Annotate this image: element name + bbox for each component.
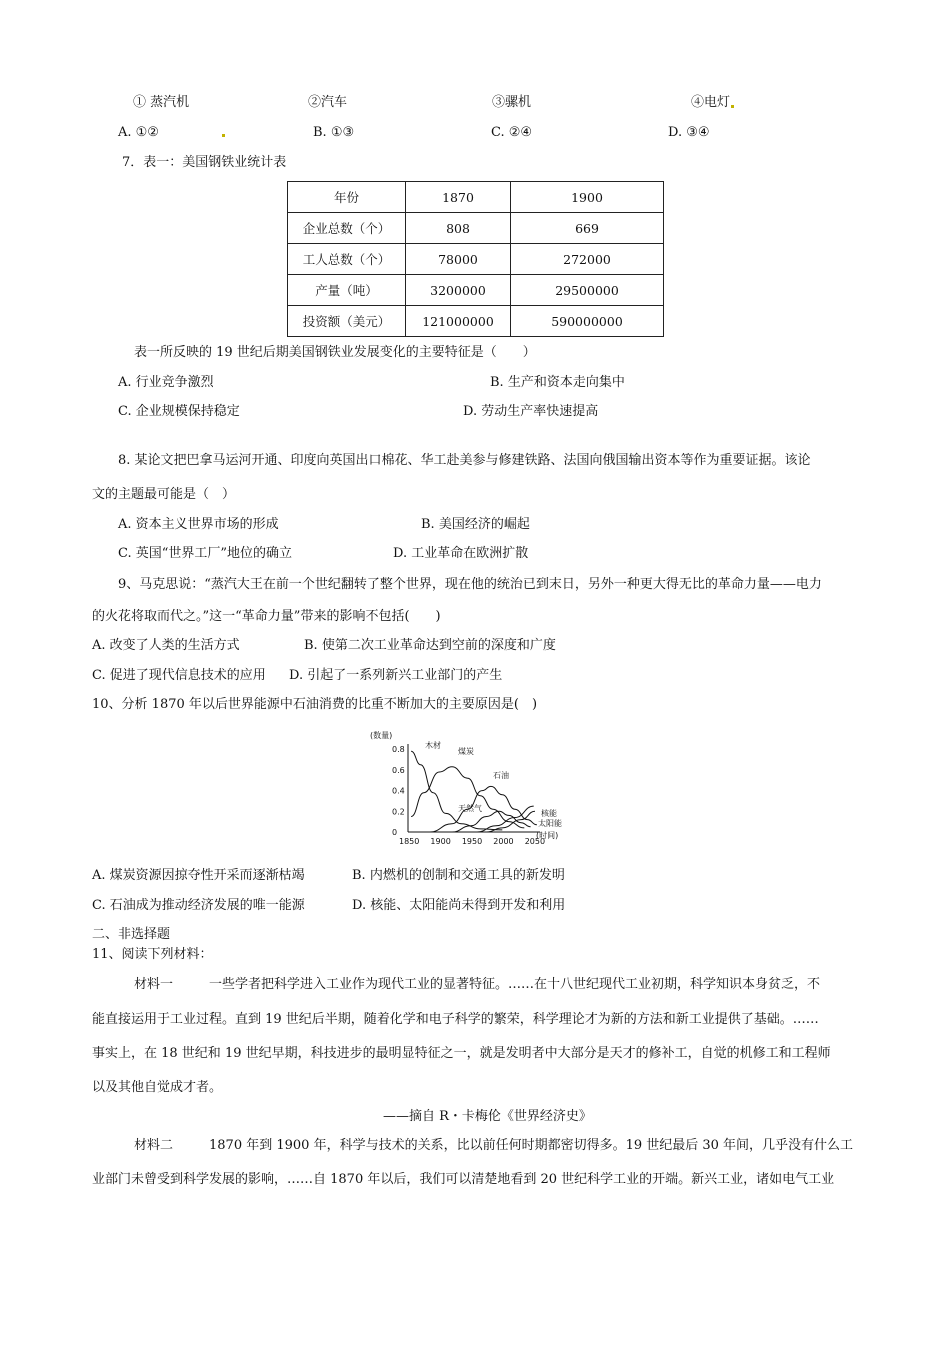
series-label-nuclear: 核能 (541, 809, 557, 818)
table-row (288, 213, 664, 244)
q9-stem-line2: 的火花将取而代之。”这一“革命力量”带来的影响不包括( ) (92, 609, 441, 624)
q6-option-a[interactable]: A. ①② (118, 125, 159, 140)
section-heading: 二、非选择题 (92, 927, 171, 942)
q9-option-b[interactable]: B. 使第二次工业革命达到空前的深度和广度 (304, 638, 556, 653)
series-line (411, 751, 502, 830)
q8-option-c[interactable]: C. 英国“世界工厂”地位的确立 (118, 546, 293, 561)
q9-option-c[interactable]: C. 促进了现代信息技术的应用 (92, 668, 266, 683)
q8-option-a[interactable]: A. 资本主义世界市场的形成 (118, 517, 279, 532)
steel-stats-table (287, 181, 664, 337)
table-cell: 669 (511, 213, 664, 244)
q9-stem-line1: 9、马克思说：“蒸汽大王在前一个世纪翻转了整个世界，现在他的统治已到末日，另外一种更大得无比的革命力量——电力 (118, 577, 822, 592)
q8-stem-line1: 8. 某论文把巴拿马运河开通、印度向英国出口棉花、华工赴美参与修建铁路、法国向俄国输出资本等作为重要证据。该论 (118, 453, 811, 468)
q7-option-c[interactable]: C. 企业规模保持稳定 (118, 404, 240, 419)
q7-option-d[interactable]: D. 劳动生产率快速提高 (463, 404, 599, 419)
table-cell: 272000 (511, 244, 664, 275)
q10-option-b[interactable]: B. 内燃机的创制和交通工具的新发明 (352, 868, 565, 883)
series-label-oil: 石油 (493, 771, 509, 780)
series-line (452, 811, 531, 832)
q8-option-b[interactable]: B. 美国经济的崛起 (421, 517, 530, 532)
q6-option-c[interactable]: C. ②④ (491, 125, 533, 140)
y-tick-label: 0.4 (392, 786, 405, 796)
material-2-line2: 业部门未曾受到科学发展的影响，……自 1870 年以后，我们可以清楚地看到 20 世纪科学工业的开端。新兴工业，诸如电气工业 (92, 1172, 835, 1187)
series-label-coal: 煤炭 (458, 747, 474, 756)
x-tick-label: 1900 (430, 837, 451, 846)
table-cell: 808 (406, 213, 511, 244)
q11-stem: 11、阅读下列材料： (92, 947, 213, 962)
table-cell: 590000000 (511, 306, 664, 337)
q10-option-a[interactable]: A. 煤炭资源因掠夺性开采而逐渐枯竭 (92, 868, 305, 883)
q7-title: 7．表一：美国钢铁业统计表 (122, 155, 287, 170)
q7-option-b[interactable]: B. 生产和资本走向集中 (490, 375, 625, 390)
table-cell: 78000 (406, 244, 511, 275)
material-1-label: 材料一 (134, 977, 174, 992)
series-line (430, 786, 537, 832)
material-1-source: ——摘自 R・卡梅伦《世界经济史》 (383, 1109, 592, 1124)
table-cell: 3200000 (406, 275, 511, 306)
series-label-solar: 太阳能 (538, 819, 562, 828)
y-tick-label: 0.8 (392, 745, 405, 755)
q7-question: 表一所反映的 19 世纪后期美国钢铁业发展变化的主要特征是（ ） (134, 345, 536, 360)
table-row (288, 306, 664, 337)
series-label-wood: 木材 (425, 741, 441, 750)
material-1-line3: 事实上，在 18 世纪和 19 世纪早期，科技进步的最明显特征之一，就是发明者中大部分是天才的修补工，自觉的机修工和工程师 (92, 1046, 831, 1061)
x-tick-label: 2050 (524, 837, 546, 846)
q6-item-3: ③骡机 (492, 95, 532, 110)
q6-option-b[interactable]: B. ①③ (313, 125, 355, 140)
material-2-label: 材料二 (134, 1138, 174, 1153)
q7-option-a[interactable]: A. 行业竞争激烈 (118, 375, 214, 390)
x-tick-label: 1950 (461, 837, 483, 846)
material-2-line1: 1870 年到 1900 年，科学与技术的关系，比以前任何时期都密切得多。19 世纪最后 30 年间，几乎没有什么工 (209, 1138, 854, 1153)
mark-dot (731, 105, 734, 108)
q8-option-d[interactable]: D. 工业革命在欧洲扩散 (393, 546, 529, 561)
y-axis-label: (数量) (370, 731, 393, 740)
x-tick-label: 1850 (399, 837, 420, 846)
q6-option-d[interactable]: D. ③④ (668, 125, 710, 140)
q9-option-a[interactable]: A. 改变了人类的生活方式 (92, 638, 240, 653)
energy-consumption-chart (368, 728, 588, 850)
table-cell: 1870 (406, 182, 511, 213)
table-row (288, 244, 664, 275)
table-row (288, 275, 664, 306)
y-tick-label: 0.6 (392, 765, 405, 775)
mark-dot (222, 134, 225, 137)
table-cell: 投资额（美元） (288, 306, 406, 337)
material-1-line1: 一些学者把科学进入工业作为现代工业的显著特征。……在十八世纪现代工业初期，科学知识本身贫乏，不 (209, 977, 821, 992)
table-cell: 1900 (511, 182, 664, 213)
material-1-line4: 以及其他自觉成才者。 (92, 1080, 223, 1095)
y-tick-label: 0 (392, 828, 398, 837)
q6-item-4: ④电灯 (691, 95, 731, 110)
q9-option-d[interactable]: D. 引起了一系列新兴工业部门的产生 (289, 668, 503, 683)
table-cell: 年份 (288, 182, 406, 213)
table-row (288, 182, 664, 213)
x-ticks (399, 837, 545, 846)
q10-option-c[interactable]: C. 石油成为推动经济发展的唯一能源 (92, 898, 305, 913)
q10-question: 10、分析 1870 年以后世界能源中石油消费的比重不断加大的主要原因是( ) (92, 697, 538, 712)
table-cell: 29500000 (511, 275, 664, 306)
q8-stem-line2: 文的主题最可能是（ ） (92, 487, 236, 502)
q6-item-2: ②汽车 (308, 95, 348, 110)
y-tick-label: 0.2 (392, 807, 405, 817)
series-group (411, 751, 537, 832)
series-label-gas: 天然气 (458, 804, 482, 813)
material-1-line2: 能直接运用于工业过程。直到 19 世纪后半期，随着化学和电子科学的繁荣，科学理论才为新的方法和新工业提供了基础。…… (92, 1012, 819, 1027)
q6-item-1: ① 蒸汽机 (133, 95, 190, 110)
q10-option-d[interactable]: D. 核能、太阳能尚未得到开发和利用 (352, 898, 566, 913)
y-ticks (392, 745, 405, 837)
x-axis-label: (时间) (536, 831, 559, 840)
x-tick-label: 2000 (493, 837, 514, 846)
table-cell: 企业总数（个） (288, 213, 406, 244)
table-cell: 工人总数（个） (288, 244, 406, 275)
table-cell: 121000000 (406, 306, 511, 337)
table-cell: 产量（吨） (288, 275, 406, 306)
